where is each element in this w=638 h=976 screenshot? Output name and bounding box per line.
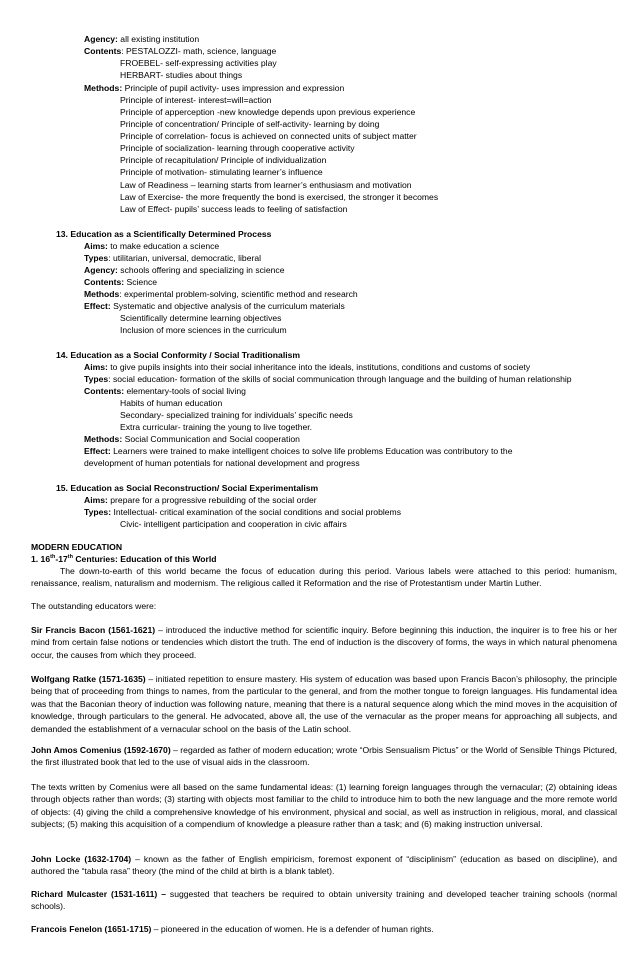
s14-contents-item: Extra curricular- training the young to live together. [120,422,313,432]
s14-contents-item: Secondary- specialized training for individuals’ specific needs [120,410,353,420]
s14-types: Types: social education- formation of the skills of social communication through language and the building of human relationship [84,374,572,384]
section-15-heading: 15. Education as Social Reconstruction/ Social Experimentalism [56,483,319,493]
educator-bacon: Sir Francis Bacon (1561-1621) – introduced the inductive method for scientific inquiry. Before beginning this induction, the inquirer is to free his or her mind from certain false notions or tendencies which distort the truth. The end of induction is the discovery of forms, the ways in which natural phenomena occur, the causes from which they proceed. [31,625,617,660]
methods-item: Principle of motivation- stimulating learner’s influence [120,167,323,177]
methods-item: Law of Effect- pupils’ success leads to feeling of satisfaction [120,204,348,214]
s13-contents: Contents: Science [84,277,158,287]
educator-ratke: Wolfgang Ratke (1571-1635) – initiated repetition to ensure mastery. His system of education was based upon Francis Bacon’s philosophy, the principle being that of proceeding from things to names, from the particular to the general, and from the mother tongue to foreign languages. His fundamental idea was that the Baconian theory of induction was following nature, meaning that there is a natural sequence along which the mind moves in the acquisition of knowledge, through particulars to the general. He advocated, above all, the use of the vernacular as the proper means for approaching all subjects, and demanded the establishment of a vernacular school on the basis of the Latin school. [31,674,617,734]
modern-subheading: 1. 16th-17th Centuries: Education of this World [31,554,217,564]
outstanding-line: The outstanding educators were: [31,601,157,611]
contents-line: Contents: PESTALOZZI- math, science, language [84,46,277,56]
s13-types: Types: utilitarian, universal, democratic, liberal [84,253,262,263]
methods-item: Principle of interest- interest=will=action [120,95,272,105]
methods-item: Law of Exercise- the more frequently the bond is exercised, the stronger it becomes [120,192,439,202]
contents-item: HERBART- studies about things [120,70,243,80]
educator-fenelon: Francois Fenelon (1651-1715) – pioneered in the education of women. He is a defender of human rights. [31,924,434,934]
section-13-heading: 13. Education as a Scientifically Determined Process [56,229,272,239]
s14-contents-item: Habits of human education [120,398,223,408]
educator-mulcaster: Richard Mulcaster (1531-1611) – suggested that teachers be required to obtain university training and developed teacher training schools (normal schools). [31,889,617,912]
methods-line: Methods: Principle of pupil activity- uses impression and expression [84,83,345,93]
s14-effect: Effect: Learners were trained to make intelligent choices to solve life problems Education was contributory to the [84,446,513,456]
s13-effect-item: Scientifically determine learning objectives [120,313,282,323]
agency-line: Agency: all existing institution [84,34,200,44]
s13-effect-item: Inclusion of more sciences in the curriculum [120,325,287,335]
modern-education-title: MODERN EDUCATION [31,542,123,552]
s13-effect: Effect: Systematic and objective analysis of the curriculum materials [84,301,345,311]
educator-locke: John Locke (1632-1704) – known as the father of English empiricism, foremost exponent of “disciplinism” (education as based on discipline), and authored the “tabula rasa” theory (the mind of the child at birth is a blank tablet). [31,854,617,877]
s14-aims: Aims: to give pupils insights into their social inheritance into the ideals, institutions, conditions and customs of society [84,362,531,372]
s15-types: Types: Intellectual- critical examination of the social conditions and social problems [84,507,402,517]
methods-item: Principle of recapitulation/ Principle of individualization [120,155,327,165]
s14-effect-continued: development of human potentials for national development and progress [84,458,360,468]
s14-contents: Contents: elementary-tools of social living [84,386,246,396]
educator-comenius: John Amos Comenius (1592-1670) – regarded as father of modern education; wrote “Orbis Sensualism Pictus” or the World of Sensible Things Pictured, the first illustrated book that led to the use of visual aids in the classroom. [31,745,617,768]
methods-item: Law of Readiness – learning starts from learner’s enthusiasm and motivation [120,180,412,190]
s14-methods: Methods: Social Communication and Social cooperation [84,434,300,444]
s13-methods: Methods: experimental problem-solving, scientific method and research [84,289,358,299]
modern-intro-paragraph: The down-to-earth of this world became the focus of education during this period. Various labels were attached to this period: humanism, renaissance, realism, naturalism and modernism. The religious called it Reformation and the rise of Protestantism under Martin Luther. [31,566,617,589]
section-14-heading: 14. Education as a Social Conformity / Social Traditionalism [56,350,301,360]
methods-item: Principle of socialization- learning through cooperative activity [120,143,355,153]
comenius-texts-paragraph: The texts written by Comenius were all based on the same fundamental ideas: (1) learning foreign languages through the vernacular; (2) obtaining ideas through objects rather than words; (3) starting with objects most familiar to the child to introduce him to both the new language and the more remote world of objects: (4) giving the child a comprehensive knowledge of his environment, physical and social, as well as instruction in religious, moral, and classical subjects; (5) making this acquisition of a compendium of knowledge a pleasure rather than a task; and (6) making instruction universal. [31,782,617,830]
s13-aims: Aims: to make education a science [84,241,220,251]
s13-agency: Agency: schools offering and specializing in science [84,265,285,275]
methods-item: Principle of correlation- focus is achieved on connected units of subject matter [120,131,417,141]
methods-item: Principle of concentration/ Principle of self-activity- learning by doing [120,119,380,129]
contents-item: FROEBEL- self-expressing activities play [120,58,277,68]
methods-item: Principle of apperception -new knowledge depends upon previous experience [120,107,416,117]
s15-types-item: Civic- intelligent participation and cooperation in civic affairs [120,519,347,529]
s15-aims: Aims: prepare for a progressive rebuilding of the social order [84,495,317,505]
